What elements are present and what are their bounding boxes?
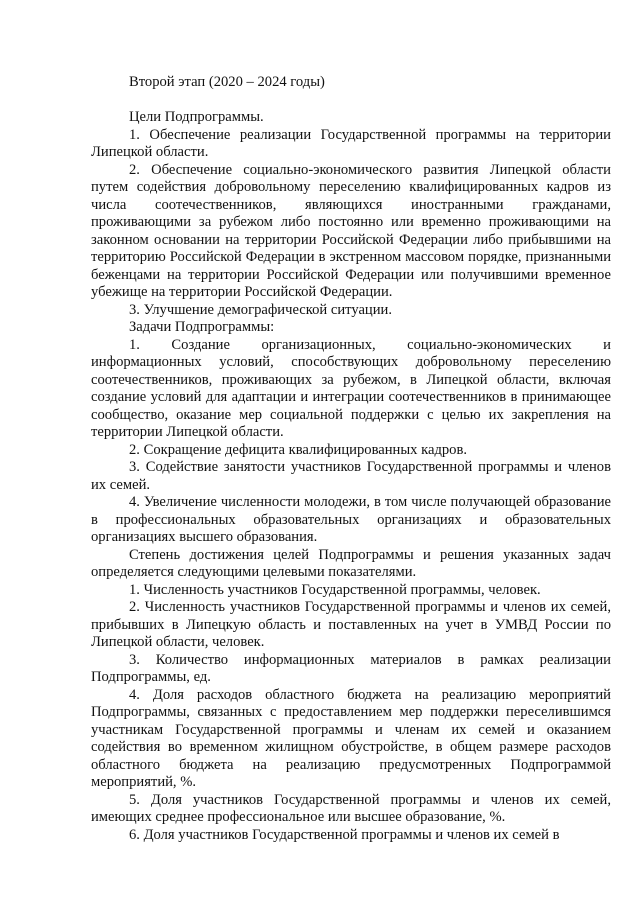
task-paragraph: 1. Создание организационных, социально-экономических и информационных условий, способствующих добровольному переселению соотечественников, проживающих за рубежом, в Липецкой области, включая создание условий для адаптации и интеграции соотечественников в принимающее сообщество, оказание мер социальной поддержки с целью их закрепления на территории Липецкой области. xyxy=(91,336,611,440)
indicator-paragraph: 4. Доля расходов областного бюджета на реализацию мероприятий Подпрограммы, связанных с предоставлением мер поддержки переселившимся участникам Государственной программы и членам их семей и оказанием содействия во временном жилищном обустройстве, в общем размере расходов областного бюджета на реализацию предусмотренных Подпрограммой мероприятий, %. xyxy=(91,686,611,790)
goals-heading: Цели Подпрограммы. xyxy=(129,109,264,125)
goal-paragraph: 3. Улучшение демографической ситуации. xyxy=(129,301,393,318)
indicator-paragraph: 6. Доля участников Государственной программы и членов их семей в xyxy=(129,826,560,843)
indicators-intro: Степень достижения целей Подпрограммы и решения указанных задач определяется следующими целевыми показателями. xyxy=(91,546,611,580)
tasks-heading: Задачи Подпрограммы: xyxy=(129,319,275,335)
task-paragraph: 4. Увеличение численности молодежи, в том числе получающей образование в профессиональных образовательных организациях и образовательных организациях высшего образования. xyxy=(91,494,611,545)
indicator-paragraph: 5. Доля участников Государственной программы и членов их семей, имеющих среднее профессиональное или высшее образование, %. xyxy=(91,791,611,825)
task-paragraph: 2. Сокращение дефицита квалифицированных кадров. xyxy=(129,441,468,458)
goal-paragraph: 1. Обеспечение реализации Государственной программы на территории Липецкой области. xyxy=(91,126,611,160)
goal-paragraph: 2. Обеспечение социально-экономического развития Липецкой области путем содействия добровольному переселению квалифицированных кадров из числа соотечественников, являющихся иностранными гражданами, проживающими за рубежом либо постоянно или временно проживающими на законном основании на территории Российской Федерации либо прибывшими на территорию Российской Федерации в экстренном массовом порядке, признанными беженцами на территории Российской Федерации или получившими временное убежище на территории Российской Федерации. xyxy=(91,161,611,300)
indicator-paragraph: 2. Численность участников Государственной программы и членов их семей, прибывших в Липецкую область и поставленных на учет в УМВД России по Липецкой области, человек. xyxy=(91,599,611,650)
indicator-paragraph: 1. Численность участников Государственной программы, человек. xyxy=(129,581,541,598)
blank-line xyxy=(91,92,611,110)
task-paragraph: 3. Содействие занятости участников Государственной программы и членов их семей. xyxy=(91,459,611,493)
stage-heading: Второй этап (2020 – 2024 годы) xyxy=(129,74,325,90)
indicator-paragraph: 3. Количество информационных материалов в рамках реализации Подпрограммы, ед. xyxy=(91,651,611,685)
document-page xyxy=(91,74,611,844)
